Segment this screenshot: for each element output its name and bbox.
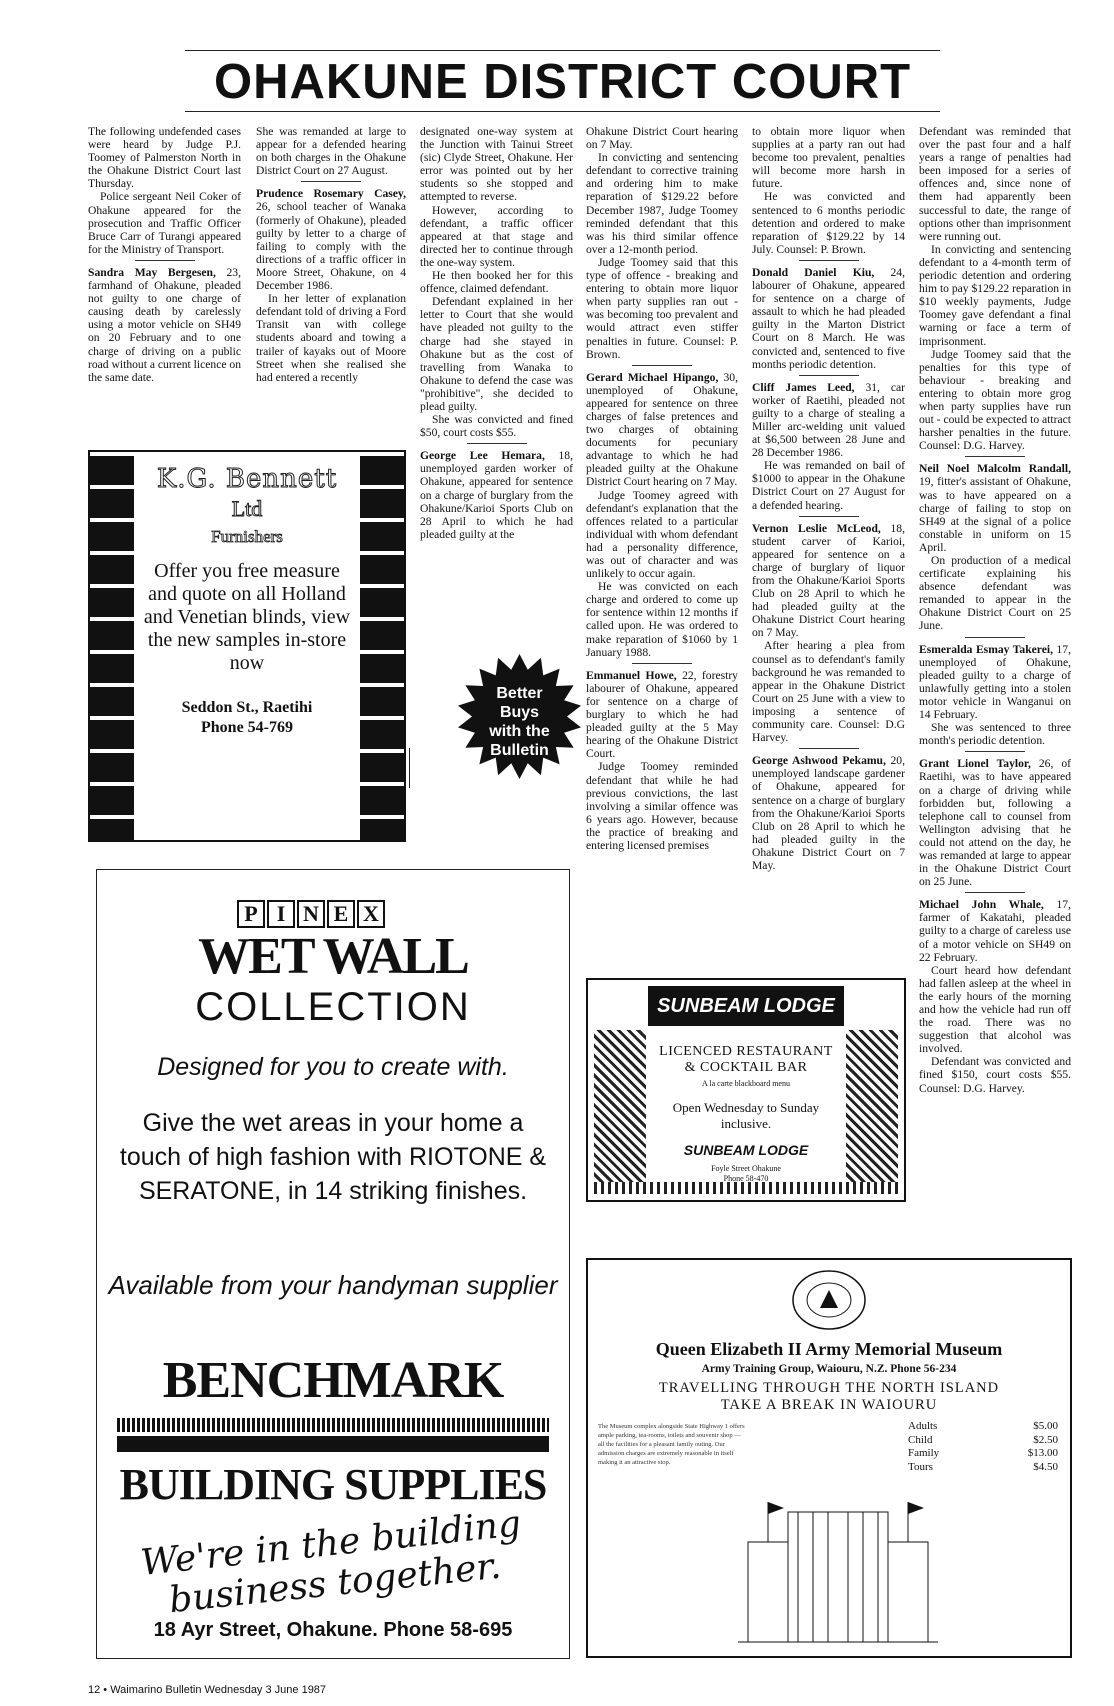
sunbeam-logo: SUNBEAM LODGE (683, 1142, 809, 1158)
article-paragraph (420, 449, 573, 541)
benchmark-rule (117, 1436, 549, 1452)
article-paragraph (586, 669, 738, 761)
pinex-logo-letter: I (267, 900, 295, 928)
article-paragraph (420, 125, 573, 204)
article-text: He was remanded on bail of $1000 to appear in the Ohakune District Court on 27 August for a defended hearing. (752, 459, 905, 512)
museum-title: Queen Elizabeth II Army Memorial Museum (655, 1339, 1003, 1359)
article-paragraph (586, 151, 738, 256)
defendant-name: Gerard Michael Hipango, (586, 370, 719, 384)
food-border-graphic (846, 1030, 898, 1186)
article-separator (965, 637, 1025, 638)
column-rule (409, 748, 410, 788)
pinex-logo (237, 900, 387, 928)
article-text: 26, school teacher of Wanaka (formerly of Ohakune), pleaded guilty by letter to a charge of failing to comply with the directions of a traffic officer in Moore Street, Ohakune, on 4 December 1986. (256, 200, 406, 293)
article-text: 22, forestry labourer of Ohakune, appeared for sentence on a charge of burglary to which he had pleaded guilty at the 5 May hearing of the Ohakune District Court. (586, 668, 738, 761)
kg-ltd: Ltd (231, 496, 263, 521)
article-text: In her letter of explanation defendant told of driving a Ford Transit van with college students aboard and towing a trailer of kayaks out of Moore Street when she realised she had entered a recently (256, 292, 406, 384)
collection-heading: COLLECTION (195, 985, 471, 1029)
article-paragraph (752, 459, 905, 511)
give-text: Give the wet areas in your home a touch of high fashion with RIOTONE & SERATONE, in 14 striking finishes. (119, 1109, 547, 1205)
page-footer: 12 • Waimarino Bulletin Wednesday 3 June 1987 (88, 1684, 327, 1696)
benchmark-logo: BENCHMARK (162, 1352, 504, 1409)
article-text: Ohakune District Court hearing on 7 May. (586, 125, 738, 152)
article-column-5 (752, 125, 905, 960)
article-text: 17, farmer of Kakatahi, pleaded guilty to a charge of careless use of a motor vehicle on SH49 on 22 February. (919, 898, 1071, 964)
museum-travel-line (588, 1380, 1070, 1414)
pinex-logo-letter: N (297, 900, 325, 928)
article-paragraph (919, 964, 1071, 1056)
article-text: 23, farmhand of Ohakune, pleaded not guilty to one charge of causing death by carelessly using a motor vehicle on SH49 on 20 February and to one charge of driving on a public road without a current licence on the same date. (88, 265, 241, 384)
defendant-name: Prudence Rosemary Casey, (256, 187, 406, 201)
article-text: to obtain more liquor when supplies at a party ran out had become too prevalent, penalties will become more harsh in future. (752, 125, 905, 191)
pinex-logo-letter: P (237, 900, 265, 928)
article-text: Court heard how defendant had fallen asleep at the wheel in the early hours of the morning and how the vehicle had run off the road. There was no suggestion that alcohol was involved. (919, 963, 1071, 1056)
article-text: 17, unemployed of Ohakune, pleaded guilty to a charge of unlawfully getting into a stolen motor vehicle in Wanganui on 14 February. (919, 642, 1071, 722)
price-row: Family $13.00 (908, 1447, 1058, 1459)
masthead-rule (185, 50, 940, 51)
article-text: He was convicted and sentenced to 6 months periodic detention and ordered to make reparation of $129.22 by 14 July. Counsel: P. Brown. (752, 190, 905, 256)
article-separator (965, 892, 1025, 893)
benchmark-address: 18 Ayr Street, Ohakune. Phone 58-695 (153, 1619, 513, 1641)
kg-business-name: K.G. Bennett (156, 464, 338, 494)
article-paragraph (752, 125, 905, 190)
article-paragraph (88, 190, 241, 255)
article-paragraph (586, 256, 738, 361)
article-text: The following undefended cases were heard by Judge P.J. Toomey of Palmerston North in the Ohakune District Court last Thursday. (88, 125, 241, 191)
kg-furnishers: Furnishers (211, 527, 283, 546)
article-text: He then booked her for this offence, claimed defendant. (420, 269, 573, 296)
article-paragraph (420, 204, 573, 269)
article-paragraph (88, 125, 241, 190)
defendant-name: Neil Noel Malcolm Randall, (919, 462, 1071, 476)
defendant-name: Grant Lionel Taylor, (919, 757, 1031, 771)
menu-note: A la carte blackboard menu (702, 1079, 790, 1088)
article-text: 31, car worker of Raetihi, pleaded not guilty to a charge of stealing a Miller arc-welding unit valued at $6,500 between 28 June and 28 December 1986. (752, 380, 905, 460)
article-separator (799, 516, 859, 517)
article-text: 18, student carver of Karioi, appeared for sentence on a charge of burglary of liquor from the Ohakune/Karioi Sports Club on 28 April to which he had pleaded guilty at the Ohakune District Court hearing on 7 May. (752, 521, 905, 640)
article-separator (799, 748, 859, 749)
museum-prices (908, 1420, 1058, 1474)
article-text: 20, unemployed landscape gardener of Ohakune, appeared for sentence on a charge of burglary from the Ohakune/Karioi Sports Club on 28 April to which he had pleaded guilty in the Ohakune District Court on 7 May. (752, 754, 905, 872)
starburst-text (457, 684, 582, 760)
article-paragraph (420, 295, 573, 413)
museum-travel-2: TAKE A BREAK IN WAIOURU (720, 1397, 938, 1413)
defendant-name: Vernon Leslie McLeod, (752, 521, 881, 535)
article-text: She was convicted and fined $50, court costs $55. (420, 413, 573, 440)
sunbeam-banner: SUNBEAM LODGE (648, 986, 844, 1026)
museum-building-illustration (738, 1482, 938, 1652)
article-text: She was remanded at large to appear for a defended hearing on both charges in the Ohakune District Court on 27 August. (256, 125, 406, 178)
food-border-graphic (594, 1030, 646, 1186)
article-text: Judge Toomey agreed with defendant's explanation that the offences related to a particular individual with whom defendant had a personality difference, was out of character and was unlikely to occur again. (586, 488, 738, 581)
benchmark-slogan: We're in the building business together. (138, 1503, 523, 1622)
article-paragraph (420, 413, 573, 439)
article-paragraph (919, 462, 1071, 554)
article-paragraph (919, 348, 1071, 453)
article-separator (965, 751, 1025, 752)
pinex-logo-letter: X (357, 900, 385, 928)
article-text: After hearing a plea from counsel as to defendant's family background he was remanded to appear in the Ohakune District Court on 25 June with a view to imposing a sentence of community care. Counsel: D.G Harvey. (752, 639, 905, 745)
article-text: Defendant explained in her letter to Court that she would have pleaded not guilty to the charge had she stayed in Ohakune but as the cost of travelling from Wanaka to Ohakune to defend the case was "prohibitive", she decided to plead guilty. (420, 295, 573, 413)
defendant-name: Donald Daniel Kiu, (752, 265, 875, 279)
article-paragraph (752, 266, 905, 371)
article-paragraph (919, 243, 1071, 348)
kg-address: Seddon St., Raetihi (181, 699, 313, 716)
article-paragraph (752, 381, 905, 460)
sunbeam-lodge-ad (586, 978, 906, 1202)
defendant-name: Esmeralda Esmay Takerei, (919, 642, 1053, 656)
article-text: 26, of Raetihi, was to have appeared on a charge of driving while forbidden but, following a telephone call to counsel from Wellington advising that he could not attend on the day, he was remanded at large to appear in the Ohakune District Court on 25 June. (919, 757, 1071, 889)
article-paragraph (919, 1055, 1071, 1094)
defendant-name: Sandra May Bergesen, (88, 265, 216, 279)
starburst-line: Bulletin (490, 742, 549, 759)
article-separator (632, 663, 692, 664)
article-paragraph (256, 187, 406, 292)
article-separator (799, 260, 859, 261)
article-text: Judge Toomey said that this type of offence - breaking and entering to obtain more liquor when party supplies ran out - was becoming too prevalent and would attract even stiffer penalties in future. Counsel: P. Brown. (586, 255, 738, 361)
building-supplies-heading: BUILDING SUPPLIES (119, 1460, 547, 1509)
pinex-logo-letter: E (327, 900, 355, 928)
venetian-blind-graphic (90, 452, 134, 840)
starburst-line: Better (496, 685, 543, 702)
wetwall-heading: WET WALL (198, 928, 468, 985)
article-text: However, according to defendant, a traffic officer appeared at that stage and directed her to continue through the one-way system. (420, 203, 573, 269)
army-museum-ad (586, 1258, 1072, 1658)
defendant-name: Emmanuel Howe, (586, 668, 677, 682)
museum-subtitle: Army Training Group, Waiouru, N.Z. Phone 56-234 (701, 1363, 957, 1375)
masthead-rule (185, 111, 940, 112)
article-text: She was sentenced to three month's periodic detention. (919, 721, 1071, 748)
article-separator (301, 181, 361, 182)
article-paragraph (586, 371, 738, 489)
article-paragraph (919, 757, 1071, 888)
defendant-name: George Lee Hemara, (420, 449, 545, 463)
article-paragraph (586, 580, 738, 659)
article-text: In convicting and sentencing defendant to a 4-month term of periodic detention and ordering him to pay $129.22 reparation in $10 weekly payments, Judge Toomey gave defendant a final warning or face a term of imprisonment. (919, 242, 1071, 348)
article-text: designated one-way system at the Junction with Tainui Street (sic) Clyde Street, Ohakune. Her error was pointed out by her students so she stopped and attempted to reverse. (420, 125, 573, 204)
article-separator (467, 443, 527, 444)
article-column-4 (586, 125, 738, 970)
article-paragraph (752, 639, 905, 744)
article-paragraph (88, 266, 241, 384)
article-text: 19, fitter's assistant of Ohakune, was to have appeared on a charge of failing to stop on SH49 at the signal of a police constable in uniform on 15 April. (919, 475, 1071, 554)
article-paragraph (256, 292, 406, 384)
article-paragraph (420, 269, 573, 295)
article-text: 30, unemployed of Ohakune, appeared for sentence on three charges of false pretences and two charges of obtaining documents for pecuniary advantage to which he had pleaded guilty at the Ohakune District Court hearing on 7 May. (586, 370, 738, 489)
available-text: Available from your handyman supplier (108, 1270, 558, 1300)
defendant-name: Cliff James Leed, (752, 380, 855, 394)
kg-offer-text: Offer you free measure and quote on all Holland and Venetian blinds, view the new samples in-store now (143, 560, 351, 674)
article-paragraph (919, 643, 1071, 722)
article-text: In convicting and sentencing defendant to corrective training and ordering him to make reparation of $129.22 before December 1987, Judge Toomey reminded defendant that this was his third similar offence over a 12-month period. (586, 151, 738, 256)
page-title: OHAKUNE DISTRICT COURT (213, 55, 912, 109)
article-paragraph (256, 125, 406, 177)
article-paragraph (752, 190, 905, 255)
price-row: Child $2.50 (908, 1433, 1058, 1446)
article-text: 24, labourer of Ohakune, appeared for sentence on a charge of assault to which he had pleaded guilty in the Marton District Court on 8 March. He was convicted and, sentenced to five months periodic detention. (752, 265, 905, 371)
article-text: Judge Toomey said that the penalties for this type of behaviour - breaking and entering to obtain more grog when party supplies have run out - could be expected to attract harsher penalties in the future. Counsel: D.G. Harvey. (919, 347, 1071, 453)
article-paragraph (919, 554, 1071, 633)
defendant-name: Michael John Whale, (919, 898, 1044, 912)
museum-blurb: The Museum complex alongside State Highway 1 offers ample parking, tea-rooms, toilets and souvenir shop — all the facilities for a pleasant family outing. Our admission charges are extremely reasonable in itself making it an attractive stop. (598, 1423, 745, 1466)
article-separator (632, 365, 692, 366)
article-text: Judge Toomey reminded defendant that while he had previous convictions, the last involving a similar offence was 6 years ago. However, because the practice of breaking and entering licensed premises (586, 760, 738, 852)
kg-bennett-ad (88, 450, 406, 842)
article-text: Defendant was convicted and fined $150, court costs $55. Counsel: D.G. Harvey. (919, 1055, 1071, 1095)
article-paragraph (586, 760, 738, 852)
article-paragraph (752, 522, 905, 640)
kg-phone: Phone 54-769 (201, 719, 293, 736)
article-separator (965, 456, 1025, 457)
article-column-3 (420, 125, 573, 595)
article-paragraph (586, 489, 738, 581)
article-paragraph (919, 125, 1071, 243)
starburst-line: Buys (499, 704, 540, 721)
designed-tagline: Designed for you to create with. (157, 1053, 509, 1081)
price-row: Tours $4.50 (908, 1460, 1058, 1473)
article-text: He was convicted on each charge and ordered to come up for sentence within 12 months if called upon. He was ordered to make reparation of $1060 by 1 January 1988. (586, 580, 738, 659)
venetian-blind-graphic (360, 452, 404, 840)
article-separator (799, 375, 859, 376)
article-text: On production of a medical certificate explaining his absence defendant was remanded to appear in the Ohakune District Court on 25 June. (919, 554, 1071, 633)
article-text: 18, unemployed garden worker of Ohakune, appeared for sentence on a charge of burglary from the Ohakune/Karioi Sports Club on 28 April to which he had pleaded guilty at the (420, 449, 573, 541)
museum-seal-icon (790, 1268, 868, 1332)
article-column-2 (256, 125, 406, 447)
article-text: Defendant was reminded that over the past four and a half years a range of penalties had been imposed for a series of offences and, since none of them had apparently been successful to date, the range of options other than imprisonment were running out. (919, 125, 1071, 243)
opening-hours: Open Wednesday to Sunday inclusive. (672, 1100, 820, 1131)
article-column-6 (919, 125, 1071, 1263)
sunbeam-street: Foyle Street Ohakune (711, 1164, 781, 1173)
licenced-restaurant: LICENCED RESTAURANT & COCKTAIL BAR (659, 1044, 833, 1075)
article-separator (135, 260, 195, 261)
article-paragraph (586, 125, 738, 151)
benchmark-rule (117, 1418, 549, 1432)
article-paragraph (919, 898, 1071, 963)
defendant-name: George Ashwood Pekamu, (752, 754, 886, 768)
price-row: Adults $5.00 (908, 1420, 1058, 1432)
museum-travel-1: TRAVELLING THROUGH THE NORTH ISLAND (658, 1380, 1000, 1396)
article-paragraph (919, 721, 1071, 747)
article-paragraph (752, 754, 905, 872)
starburst-line: with the (489, 723, 550, 740)
article-text: Police sergeant Neil Coker of Ohakune appeared for the prosecution and Traffic Officer Bruce Carr of Turangi appeared for the Ministry of Transport. (88, 190, 241, 256)
article-column-1 (88, 125, 241, 435)
sunbeam-phone: Phone 58-470 (723, 1174, 769, 1183)
pinex-wetwall-ad (96, 869, 570, 1659)
